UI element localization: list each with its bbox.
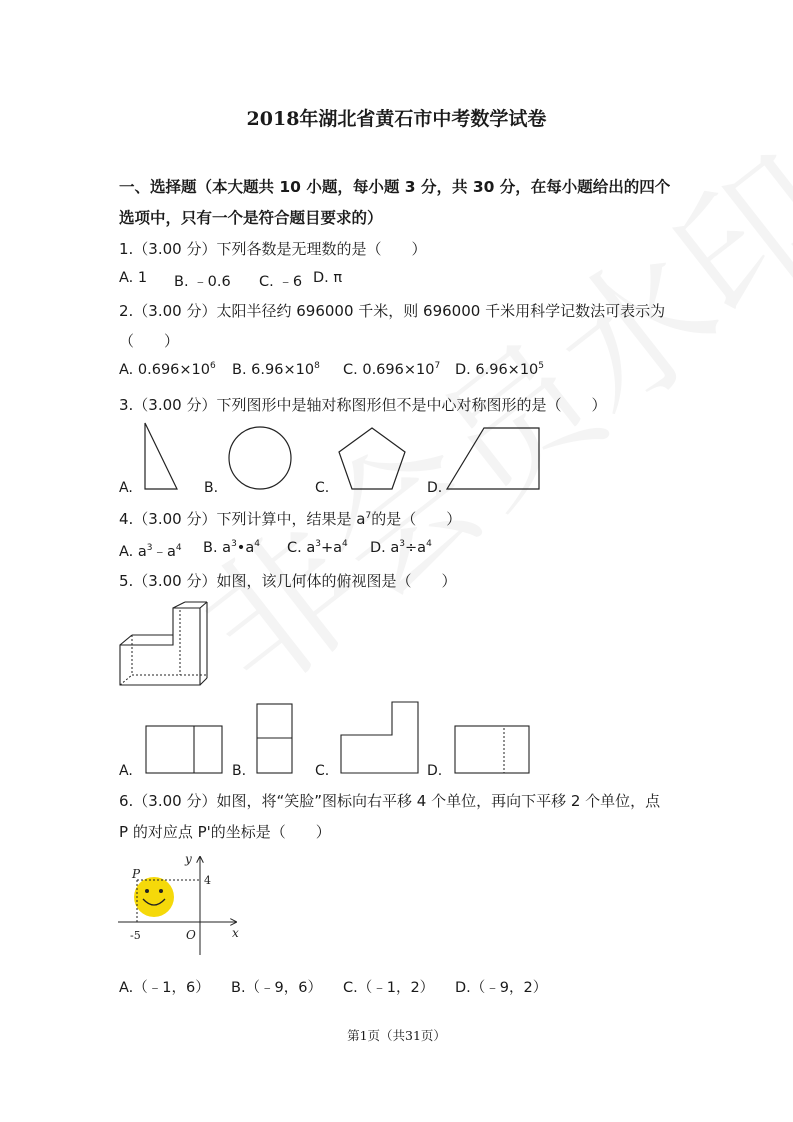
- y-tick-label: 4: [204, 874, 211, 887]
- q4-option-c: C. $a^3+a^4$: [287, 539, 348, 556]
- q3-label-c: C.: [315, 480, 330, 496]
- smiley-icon: [134, 877, 174, 917]
- q6-option-a: A.（﹣1，6）: [119, 980, 210, 996]
- trapezoid-shape: [447, 428, 539, 489]
- q5-label-c: C.: [315, 763, 330, 779]
- circle-shape: [229, 427, 291, 489]
- x-tick-label: -5: [130, 929, 141, 942]
- q6-option-c: C.（﹣1，2）: [343, 980, 435, 996]
- y-axis-label: y: [185, 852, 192, 866]
- section-heading-line1: 一、选择题（本大题共 10 小题，每小题 3 分，共 30 分，在每小题给出的四个: [119, 178, 671, 196]
- q6-coordinate-figure: [118, 845, 248, 960]
- q5-view-d: [455, 726, 529, 773]
- question-6-stem-line2: P 的对应点 P'的坐标是（ ）: [119, 823, 331, 841]
- question-6-stem-line1: 6.（3.00 分）如图，将“笑脸”图标向右平移 4 个单位，再向下平移 2 个单位，点: [119, 792, 661, 810]
- q4-option-d: D. $a^3\div a^4$: [370, 539, 432, 556]
- x-axis-label: x: [232, 926, 239, 940]
- q3-label-a: A.: [119, 480, 133, 496]
- origin-label: O: [186, 928, 196, 942]
- q3-shapes-figure: [140, 420, 560, 495]
- q1-option-d: D. π: [313, 270, 343, 286]
- q5-view-c: [341, 702, 418, 773]
- q5-label-d: D.: [427, 763, 443, 779]
- question-2-stem-line2: （ ）: [119, 332, 180, 350]
- question-4-stem: 4.（3.00 分）下列计算中，结果是 $a^7$的是（ ）: [119, 510, 462, 528]
- point-p-label: P: [132, 867, 141, 881]
- question-5-stem: 5.（3.00 分）如图，该几何体的俯视图是（ ）: [119, 572, 457, 590]
- q4-option-a: A. $a^3﹣a^4$: [119, 543, 182, 560]
- q1-option-a: A. 1: [119, 270, 148, 286]
- question-1-stem: 1.（3.00 分）下列各数是无理数的是（ ）: [119, 240, 427, 258]
- q6-option-d: D.（﹣9，2）: [455, 980, 548, 996]
- q6-option-b: B.（﹣9，6）: [231, 980, 323, 996]
- q2-option-b: B. $6.96\times 10^8$: [232, 361, 320, 378]
- q3-label-b: B.: [204, 480, 219, 496]
- q2-option-c: C. $0.696\times 10^7$: [343, 361, 441, 378]
- q4-option-b: B. $a^3•a^4$: [203, 539, 260, 556]
- question-2-stem-line1: 2.（3.00 分）太阳半径约 696000 千米，则 696000 千米用科学记数法可表示为: [119, 302, 666, 320]
- q3-label-d: D.: [427, 480, 443, 496]
- pentagon-shape: [339, 428, 405, 489]
- question-3-stem: 3.（3.00 分）下列图形中是轴对称图形但不是中心对称图形的是（ ）: [119, 396, 607, 414]
- q1-option-b: B. ﹣0.6: [174, 274, 231, 290]
- q2-option-d: D. $6.96\times 10^5$: [455, 361, 545, 378]
- q5-solid-figure: [118, 600, 218, 692]
- q5-label-a: A.: [119, 763, 133, 779]
- q5-options-figure: [140, 700, 540, 778]
- q5-view-a: [146, 726, 222, 773]
- q5-label-b: B.: [232, 763, 247, 779]
- page-footer: 第1页（共31页）: [347, 1028, 446, 1043]
- q1-option-c: C. ﹣6: [259, 274, 303, 290]
- section-heading-line2: 选项中，只有一个是符合题目要求的）: [119, 209, 383, 227]
- page-title: 2018年湖北省黄石市中考数学试卷: [246, 108, 547, 130]
- right-triangle-shape: [145, 423, 177, 489]
- q2-option-a: A. $0.696\times 10^6$: [119, 361, 216, 378]
